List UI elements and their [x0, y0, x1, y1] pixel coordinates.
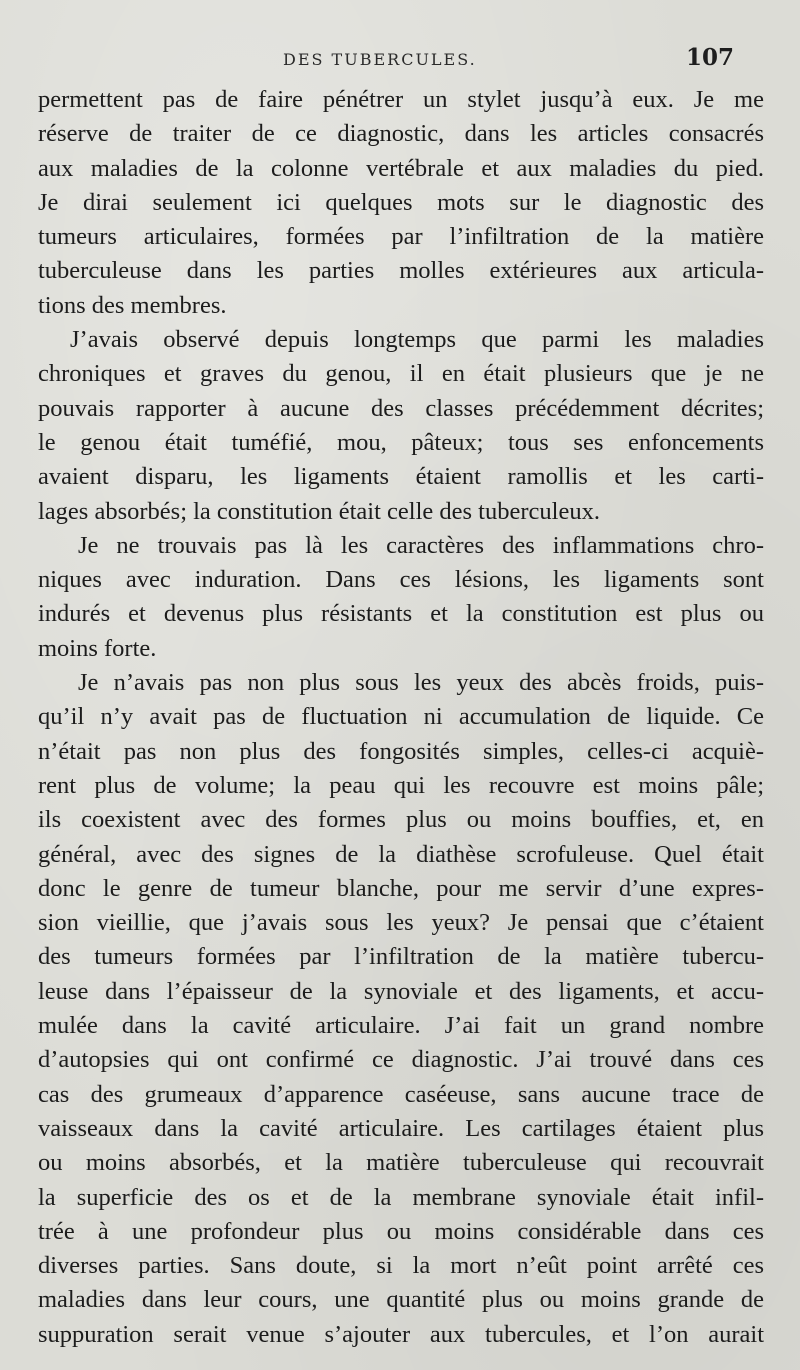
text-line: tuberculeuse dans les parties molles extérieures aux articula-: [38, 257, 764, 285]
text-line: pouvais rapporter à aucune des classes précédemment décrites;: [38, 394, 764, 422]
text-line: ou moins absorbés, et la matière tuberculeuse qui recouvrait: [38, 1149, 764, 1177]
text-line: diverses parties. Sans doute, si la mort n’eût point arrêté ces: [38, 1252, 764, 1280]
text-line: rent plus de volume; la peau qui les recouvre est moins pâle;: [38, 771, 764, 799]
text-line: indurés et devenus plus résistants et la constitution est plus ou: [38, 600, 764, 628]
text-line: moins forte.: [38, 634, 157, 662]
text-line: des tumeurs formées par l’infiltration de la matière tubercu-: [38, 943, 764, 971]
text-line: Je ne trouvais pas là les caractères des inflammations chro-: [78, 531, 764, 559]
text-line: avaient disparu, les ligaments étaient ramollis et les carti-: [38, 463, 764, 491]
text-line: Je dirai seulement ici quelques mots sur le diagnostic des: [38, 188, 764, 216]
page-header: [0, 44, 800, 76]
text-line: ils coexistent avec des formes plus ou moins bouffies, et, en: [38, 806, 764, 834]
text-line: maladies dans leur cours, une quantité plus ou moins grande de: [38, 1286, 764, 1314]
page-number: 107: [686, 44, 735, 71]
text-line: le genou était tuméfié, mou, pâteux; tous ses enfoncements: [38, 428, 764, 456]
text-line: trée à une profondeur plus ou moins considérable dans ces: [38, 1217, 764, 1245]
text-line: tumeurs articulaires, formées par l’infiltration de la matière: [38, 223, 764, 251]
running-head: DES TUBERCULES.: [283, 50, 477, 69]
text-line: donc le genre de tumeur blanche, pour me servir d’une expres-: [38, 874, 764, 902]
text-line: leuse dans l’épaisseur de la synoviale et des ligaments, et accu-: [38, 977, 764, 1005]
text-line: permettent pas de faire pénétrer un stylet jusqu’à eux. Je me: [38, 86, 764, 113]
text-line: tions des membres.: [38, 291, 227, 319]
text-line: Je n’avais pas non plus sous les yeux des abcès froids, puis-: [78, 669, 764, 697]
text-line: qu’il n’y avait pas de fluctuation ni accumulation de liquide. Ce: [38, 703, 764, 731]
text-line: cas des grumeaux d’apparence caséeuse, sans aucune trace de: [38, 1080, 764, 1108]
text-line: vaisseaux dans la cavité articulaire. Les cartilages étaient plus: [38, 1114, 764, 1142]
text-line: mulée dans la cavité articulaire. J’ai fait un grand nombre: [38, 1012, 764, 1040]
text-line: n’était pas non plus des fongosités simples, celles-ci acquiè-: [38, 737, 764, 765]
text-line: niques avec induration. Dans ces lésions, les ligaments sont: [38, 566, 764, 594]
text-line: général, avec des signes de la diathèse scrofuleuse. Quel était: [38, 840, 764, 868]
text-line: d’autopsies qui ont confirmé ce diagnostic. J’ai trouvé dans ces: [38, 1046, 764, 1074]
text-line: réserve de traiter de ce diagnostic, dans les articles consacrés: [38, 120, 764, 148]
text-line: lages absorbés; la constitution était celle des tuberculeux.: [38, 497, 600, 525]
text-line: sion vieillie, que j’avais sous les yeux? Je pensai que c’étaient: [38, 909, 764, 937]
text-line: suppuration serait venue s’ajouter aux tubercules, et l’on aurait: [38, 1320, 764, 1348]
text-line: J’avais observé depuis longtemps que parmi les maladies: [70, 326, 764, 354]
body-text: [38, 83, 764, 1352]
text-line: chroniques et graves du genou, il en était plusieurs que je ne: [38, 360, 764, 388]
text-line: la superficie des os et de la membrane synoviale était infil-: [38, 1183, 764, 1211]
text-line: aux maladies de la colonne vertébrale et aux maladies du pied.: [38, 154, 764, 182]
